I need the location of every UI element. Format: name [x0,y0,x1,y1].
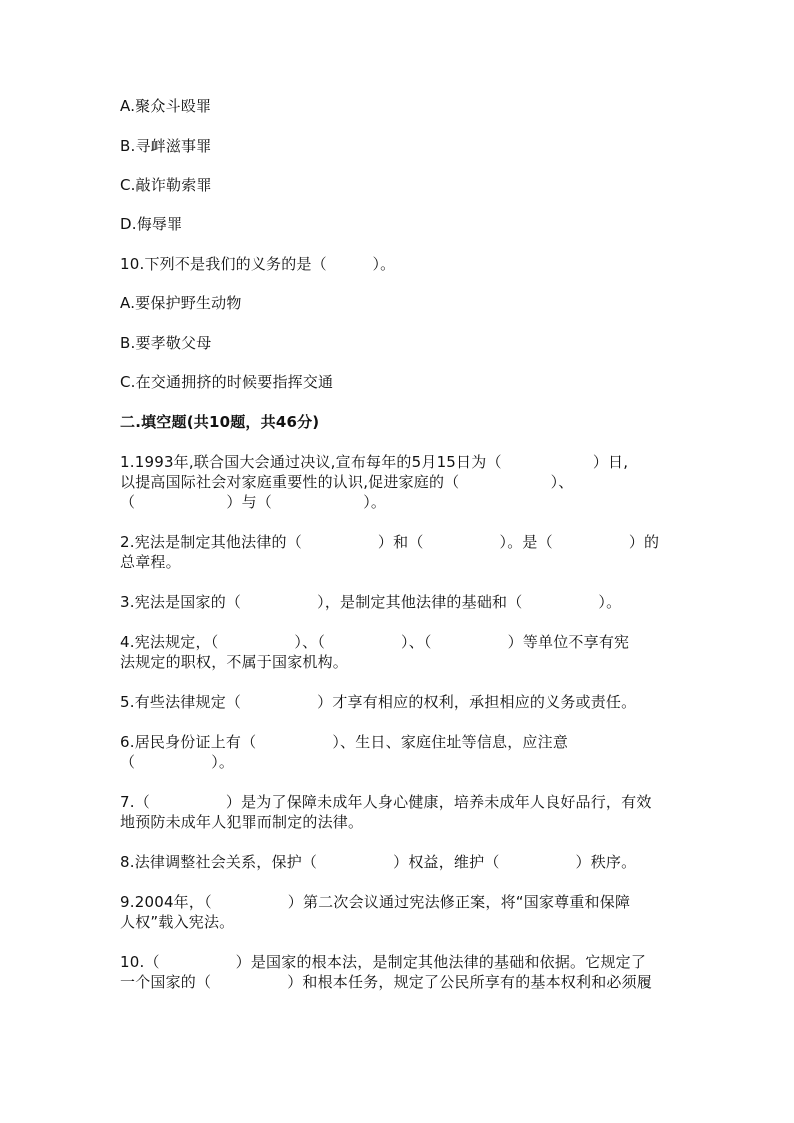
fill-item-5-line-1: 5.有些法律规定（ ）才享有相应的权利，承担相应的义务或责任。 [120,693,637,711]
fill-item-3-line-1: 3.宪法是国家的（ ），是制定其他法律的基础和（ ）。 [120,593,622,611]
fill-item-4-line-1: 4.宪法规定，（ ）、（ ）、（ ）等单位不享有宪 [120,633,630,651]
fill-item-10-line-1: 10.（ ）是国家的根本法，是制定其他法律的基础和依据。它规定了 [120,953,647,971]
fill-item-6-line-2: （ ）。 [120,753,235,771]
option-a: A.聚众斗殴罪 [120,97,212,115]
option-d: D.侮辱罪 [120,215,183,233]
fill-item-1-line-2: 以提高国际社会对家庭重要性的认识,促进家庭的（ ）、 [120,473,574,491]
section-title: 二.填空题(共10题，共46分) [120,413,320,431]
fill-item-6-line-1: 6.居民身份证上有（ ）、生日、家庭住址等信息，应注意 [120,733,569,751]
fill-item-9-line-2: 人权”载入宪法。 [120,913,235,931]
fill-item-10-line-2: 一个国家的（ ）和根本任务，规定了公民所享有的基本权利和必须履 [120,973,653,991]
fill-item-2-line-2: 总章程。 [120,553,181,571]
q10-option-b: B.要孝敬父母 [120,334,212,352]
fill-item-1-line-1: 1.1993年,联合国大会通过决议,宣布每年的5月15日为（ ）日, [120,453,629,471]
fill-item-8-line-1: 8.法律调整社会关系，保护（ ）权益，维护（ ）秩序。 [120,853,637,871]
fill-item-4-line-2: 法规定的职权，不属于国家机构。 [120,653,349,671]
fill-item-9-line-1: 9.2004年，（ ）第二次会议通过宪法修正案，将“国家尊重和保障 [120,893,631,911]
fill-item-7-line-2: 地预防未成年人犯罪而制定的法律。 [120,813,364,831]
fill-item-7-line-1: 7.（ ）是为了保障未成年人身心健康，培养未成年人良好品行，有效 [120,793,652,811]
option-c: C.敲诈勒索罪 [120,176,212,194]
option-b: B.寻衅滋事罪 [120,137,212,155]
fill-item-2-line-1: 2.宪法是制定其他法律的（ ）和（ ）。是（ ）的 [120,533,660,551]
q10-option-c: C.在交通拥挤的时候要指挥交通 [120,373,334,391]
q10-option-a: A.要保护野生动物 [120,294,242,312]
question-10-stem: 10.下列不是我们的义务的是（ ）。 [120,255,396,273]
fill-item-1-line-3: （ ）与（ ）。 [120,493,387,511]
